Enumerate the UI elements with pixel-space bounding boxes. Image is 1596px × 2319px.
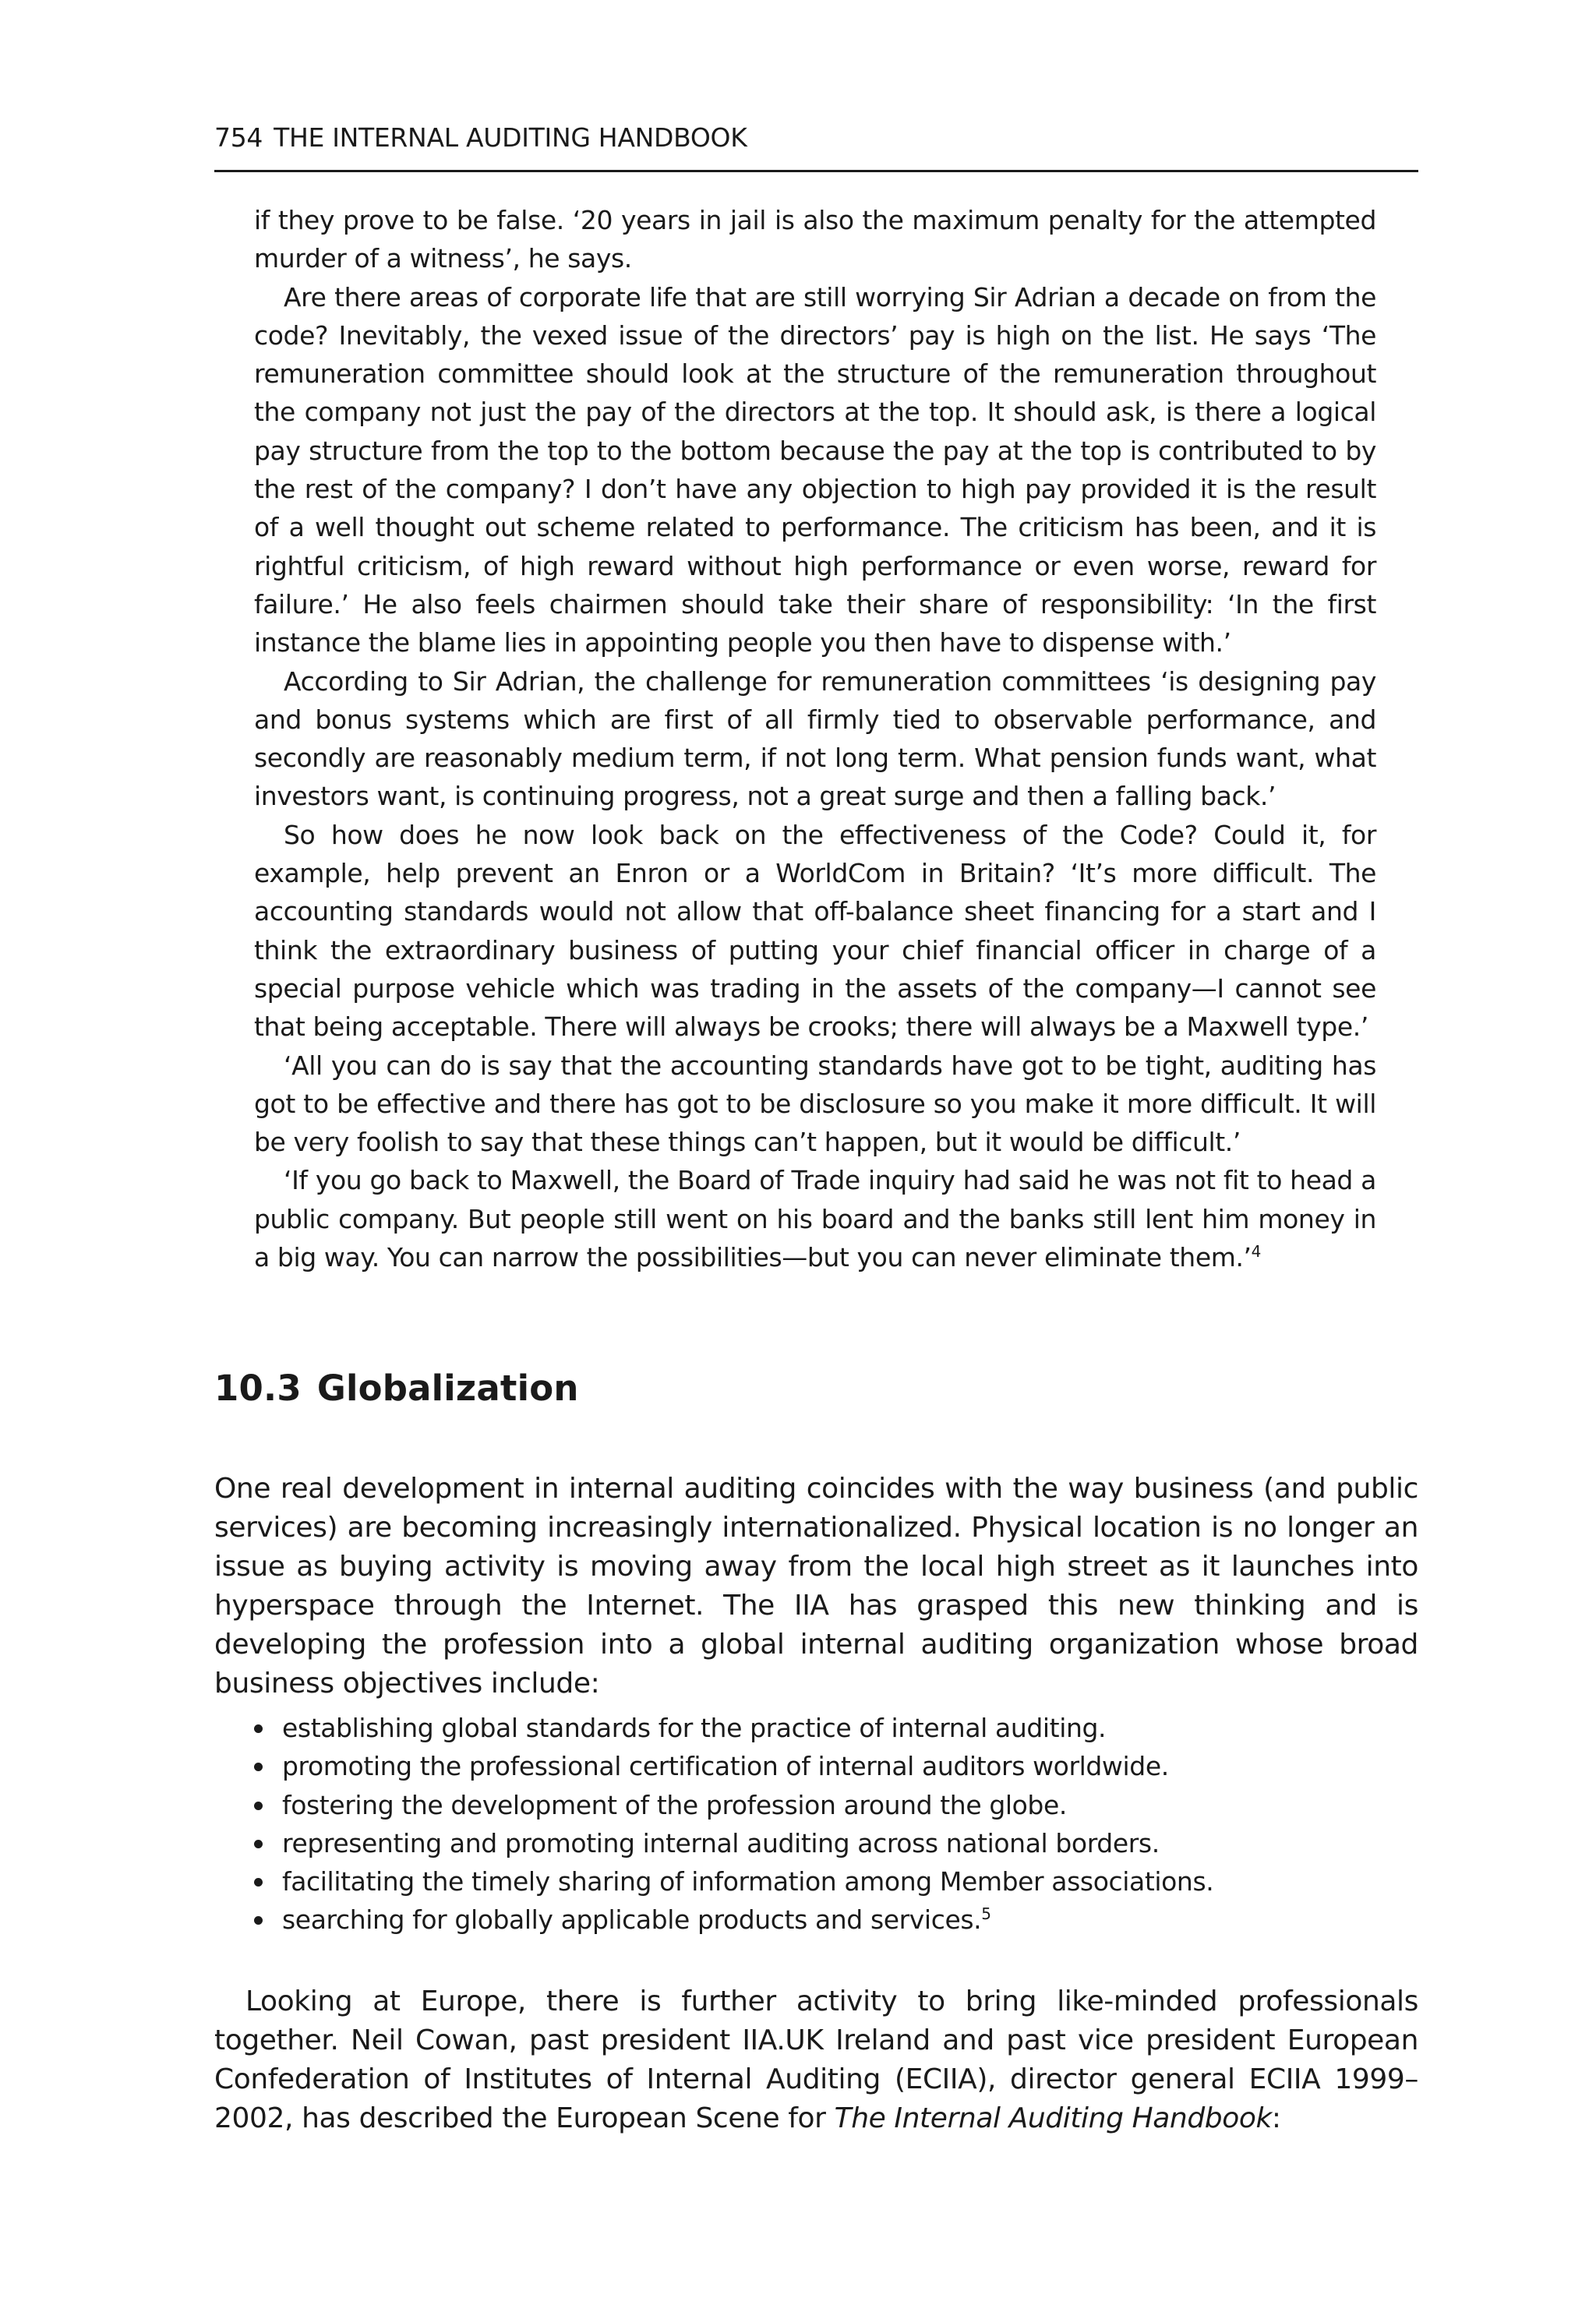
list-item-text: facilitating the timely sharing of information among Member associations.	[282, 1866, 1214, 1897]
section-title: Globalization	[316, 1368, 579, 1409]
bullet-icon	[254, 1840, 263, 1848]
closing-text	[214, 1982, 1418, 2138]
list-item-text: establishing global standards for the practice of internal auditing.	[282, 1713, 1107, 1743]
quote-paragraph	[254, 1161, 1376, 1276]
bullet-icon	[254, 1802, 263, 1810]
closing-body: Looking at Europe, there is further activity to bring like-minded professionals together. Neil Cowan, past president IIA.UK Ireland and past vice president European Confederation of Institutes of Internal Auditing (ECIIA), director general ECIIA 1999–2002, has described the European Scene for	[214, 1985, 1418, 2134]
closing-paragraph	[214, 1982, 1418, 2138]
list-item	[254, 1901, 1376, 1939]
list-item-text: searching for globally applicable products and services.	[282, 1904, 982, 1936]
bullet-icon	[254, 1878, 263, 1887]
list-item	[254, 1862, 1376, 1901]
list-item-text: representing and promoting internal auditing across national borders.	[282, 1827, 1160, 1858]
quote-text: ‘If you go back to Maxwell, the Board of Trade inquiry had said he was not fit to head a public company. But people still went on his board and the banks still lent him money in a big way. You can narrow the possibilities—but you can never eliminate them.’	[254, 1165, 1376, 1273]
footnote-ref: 4	[1251, 1242, 1261, 1262]
intro-paragraph	[214, 1470, 1418, 1703]
list-item-text: promoting the professional certification of internal auditors worldwide.	[282, 1751, 1169, 1782]
closing-end: :	[1271, 2102, 1281, 2134]
quote-paragraph: According to Sir Adrian, the challenge for remuneration committees ‘is designing pay and bonus systems which are first of all firmly tied to observable performance, and secondly are reasonably medium term, if not long term. What pension funds want, what investors want, is continuing progress, not a great surge and then a falling back.’	[254, 665, 1376, 812]
quote-paragraph: So how does he now look back on the effectiveness of the Code? Could it, for example, help prevent an Enron or a WorldCom in Britain? ‘It’s more difficult. The accounting standards would not allow that off-balance sheet financing for a start and I think the extraordinary business of putting your chief financial officer in charge of a special purpose vehicle which was trading in the assets of the company—I cannot see that being acceptable. There will always be crooks; there will always be a Maxwell type.’	[254, 819, 1376, 1043]
book-title: The Internal Auditing Handbook	[834, 2102, 1272, 2134]
section-number: 10.3	[214, 1368, 302, 1409]
list-item	[254, 1709, 1376, 1747]
list-item	[254, 1786, 1376, 1824]
running-head	[214, 118, 1418, 172]
list-item-text: fostering the development of the profession around the globe.	[282, 1789, 1067, 1820]
objectives-list	[254, 1709, 1376, 1940]
quote-paragraph: Are there areas of corporate life that are still worrying Sir Adrian a decade on from the code? Inevitably, the vexed issue of the directors’ pay is high on the list. He says ‘The remuneration committee should look at the structure of the remuneration throughout the company not just the pay of the directors at the top. It should ask, is there a logical pay structure from the top to the bottom because the pay at the top is contributed to by the rest of the company? I don’t have any objection to high pay provided it is the result of a well thought out scheme related to performance. The criticism has been, and it is rightful criticism, of high reward without high performance or even worse, reward for failure.’ He also feels chairmen should take their share of responsibility: ‘In the first instance the blame lies in appointing people you then have to dispense with.’	[254, 281, 1376, 658]
intro-text: One real development in internal auditing coincides with the way business (and public services) are becoming increasingly internationalized. Physical location is no longer an issue as buying activity is moving away from the local high street as it launches into hyperspace through the Internet. The IIA has grasped this new thinking and is developing the profession into a global internal auditing organization whose broad business objectives include:	[214, 1473, 1418, 1700]
quote-paragraph: if they prove to be false. ‘20 years in jail is also the maximum penalty for the attempted murder of a witness’, he says.	[254, 205, 1376, 274]
page-number: 754	[214, 122, 263, 153]
bullet-icon	[254, 1916, 263, 1925]
running-title: THE INTERNAL AUDITING HANDBOOK	[274, 122, 747, 153]
block-quote	[254, 201, 1376, 1276]
bullet-icon	[254, 1724, 263, 1733]
bullet-icon	[254, 1763, 263, 1771]
quote-paragraph: ‘All you can do is say that the accounting standards have got to be tight, auditing has got to be effective and there has got to be disclosure so you make it more difficult. It will be very foolish to say that these things can’t happen, but it would be difficult.’	[254, 1050, 1376, 1158]
footnote-ref: 5	[981, 1904, 991, 1924]
list-item	[254, 1747, 1376, 1785]
list-item	[254, 1824, 1376, 1862]
section-heading	[214, 1365, 579, 1412]
